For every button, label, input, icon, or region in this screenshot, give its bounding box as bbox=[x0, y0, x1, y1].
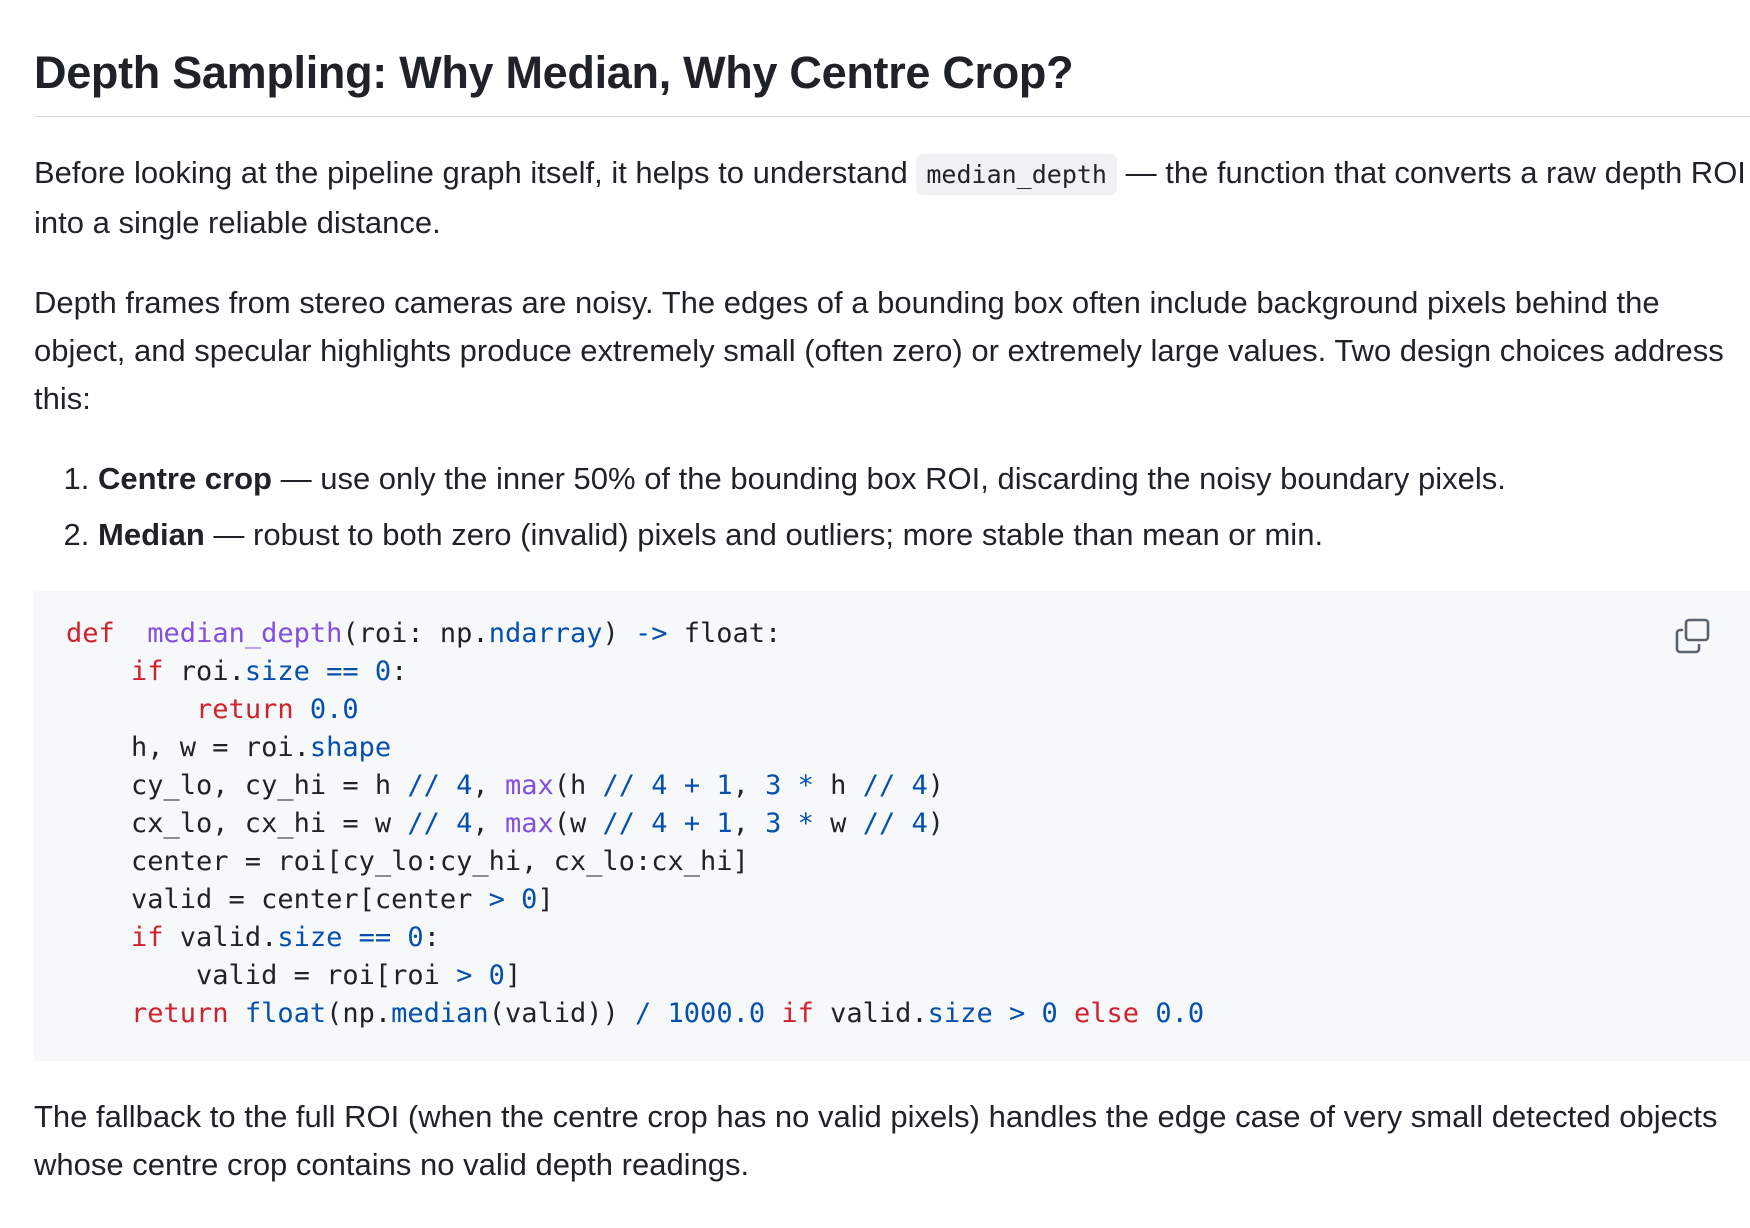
code-line: valid = roi[roi > 0] bbox=[66, 959, 522, 991]
article bbox=[34, 0, 1750, 1189]
fallback-paragraph: The fallback to the full ROI (when the centre crop has no valid pixels) handles the edge case of very small detected objects whose centre crop contains no valid depth readings. bbox=[34, 1098, 1718, 1182]
noise-paragraph: Depth frames from stereo cameras are noisy. The edges of a bounding box often include background pixels behind the object, and specular highlights produce extremely small (often zero) or extremely large values. Two design choices address this: bbox=[34, 284, 1724, 416]
code-line: cy_lo, cy_hi = h // 4, max(h // 4 + 1, 3 * h // 4) bbox=[66, 769, 945, 801]
inline-code-median-depth: median_depth bbox=[916, 154, 1117, 195]
code-line: valid = center[center > 0] bbox=[66, 883, 554, 915]
copy-icon bbox=[1674, 617, 1712, 655]
code-line: def median_depth(roi: np.ndarray) -> float: bbox=[66, 617, 782, 649]
code-line: center = roi[cy_lo:cy_hi, cx_lo:cx_hi] bbox=[66, 845, 749, 877]
code-block bbox=[34, 591, 1750, 1061]
code-line: if valid.size == 0: bbox=[131, 921, 440, 953]
code-listing bbox=[66, 615, 1718, 1033]
list-item bbox=[98, 511, 1750, 559]
list-item-title: Median bbox=[98, 516, 205, 552]
code-line: cx_lo, cx_hi = w // 4, max(w // 4 + 1, 3 * w // 4) bbox=[66, 807, 945, 839]
list-item-title: Centre crop bbox=[98, 460, 272, 496]
design-choices-list bbox=[34, 455, 1750, 559]
intro-paragraph bbox=[34, 149, 1750, 247]
section-heading: Depth Sampling: Why Median, Why Centre Crop? bbox=[34, 0, 1750, 117]
code-line: if roi.size == 0: bbox=[131, 655, 408, 687]
copy-button[interactable] bbox=[1674, 617, 1712, 655]
list-item bbox=[98, 455, 1750, 503]
intro-text-before: Before looking at the pipeline graph itself, it helps to understand bbox=[34, 154, 917, 190]
code-line: return 0.0 bbox=[196, 693, 359, 725]
code-line: h, w = roi.shape bbox=[66, 731, 392, 763]
list-item-text: — robust to both zero (invalid) pixels and outliers; more stable than mean or min. bbox=[204, 516, 1324, 552]
intro-text-after: — the function that converts a raw depth ROI into a single reliable distance. bbox=[34, 154, 1746, 240]
list-item-text: — use only the inner 50% of the bounding box ROI, discarding the noisy boundary pixels. bbox=[271, 460, 1506, 496]
code-line: return float(np.median(valid)) / 1000.0 if valid.size > 0 else 0.0 bbox=[131, 997, 1205, 1029]
